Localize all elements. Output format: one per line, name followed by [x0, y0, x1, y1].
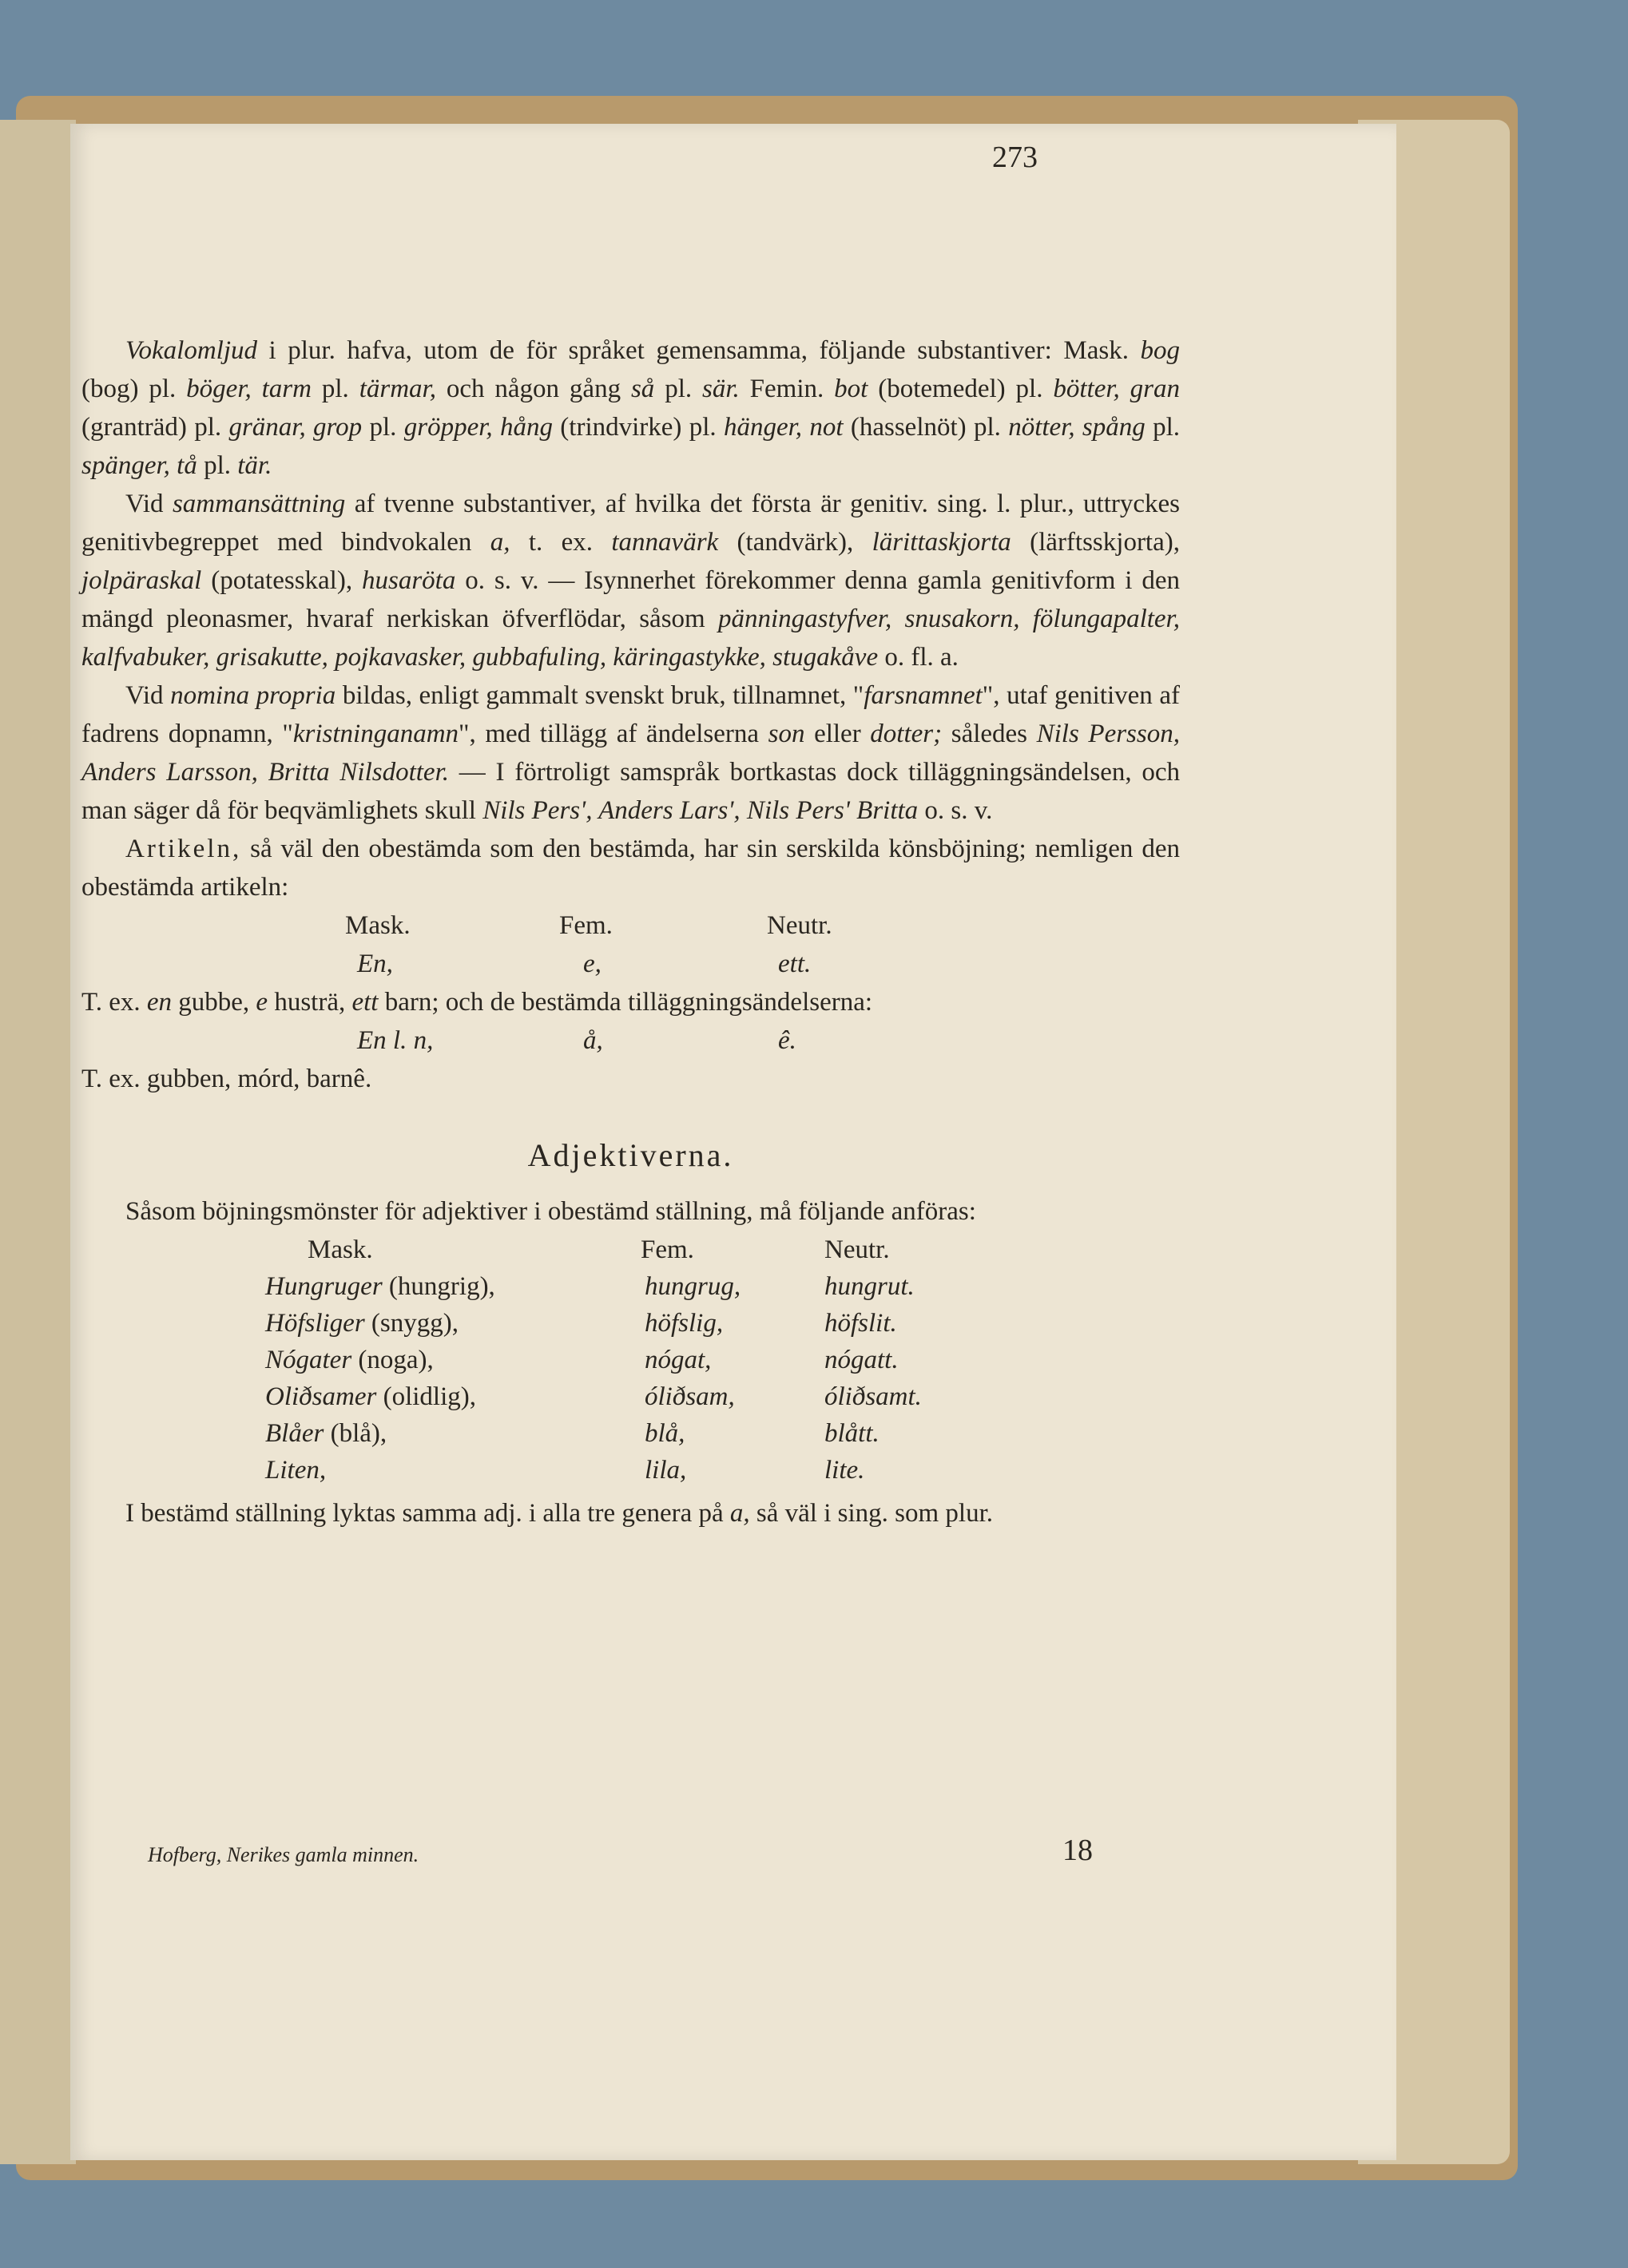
adj-mask: Höfsliger (snygg), [265, 1309, 459, 1338]
adj-fem: nógat, [645, 1346, 712, 1374]
paragraph-bestamd: I bestämd ställning lyktas samma adj. i alla tre genera på a, så väl i sing. som plur. [125, 1499, 994, 1528]
adj-neutr: lite. [824, 1456, 865, 1485]
adj-fem: höfslig, [645, 1309, 724, 1338]
signature-line: Hofberg, Nerikes gamla minnen. [148, 1843, 419, 1866]
adjective-row [81, 1414, 1180, 1451]
article-header-mask: Mask. [345, 911, 411, 940]
adj-mask: Blåer (blå), [265, 1419, 387, 1448]
article-header-row [81, 906, 1180, 945]
adj-mask: Nógater (noga), [265, 1346, 434, 1374]
article-form-fem: e, [583, 950, 602, 978]
example-line-2: T. ex. gubben, mórd, barnê. [81, 1065, 372, 1093]
article-form-neutr: ett. [778, 950, 812, 978]
adj-header-fem: Fem. [641, 1235, 694, 1264]
section-heading-adjektiverna: Adjektiverna. [527, 1137, 734, 1173]
adj-header-neutr: Neutr. [824, 1235, 890, 1264]
adjective-row [81, 1304, 1180, 1341]
page-number: 273 [992, 141, 1038, 174]
paragraph-sammansattning: Vid sammansättning af tvenne substantiver, af hvilka det första är genitiv. sing. l. plur., uttryckes genitivbegreppet med bindvokalen a, t. ex. tannavärk (tandvärk), lärittaskjorta (lärftsskjorta), jolpäraskal (potatesskal), husaröta o. s. v. — Isynnerhet förekommer denna gamla genitivform i den mängd pleonasmer, hvaraf nerkiskan öfverflödar, såsom pänningastyfver, snusakorn, fölungapalter, kalfvabuker, grisakutte, pojkavasker, gubbafuling, käringastykke, stugakåve o. fl. a. [81, 490, 1180, 672]
adj-fem: blå, [645, 1419, 685, 1448]
adjective-row [81, 1267, 1180, 1304]
adj-header-mask: Mask. [308, 1235, 373, 1264]
article-header-fem: Fem. [559, 911, 613, 940]
definite-forms-row [81, 1021, 1180, 1060]
paragraph-vokalomljud: Vokalomljud i plur. hafva, utom de för språket gemensamma, följande substantiver: Mask. bog (bog) pl. böger, tarm pl. tärmar, och någon gång så pl. sär. Femin. bot (botemedel) pl. bötter, gran (granträd) pl. gränar, grop pl. gröpper, hång (trindvirke) pl. hänger, not (hasselnöt) pl. nötter, spång pl. spänger, tå pl. tär. [81, 336, 1181, 480]
article-header-neutr: Neutr. [767, 911, 832, 940]
definite-form-neutr: ê. [778, 1026, 796, 1055]
adj-neutr: nógatt. [824, 1346, 899, 1374]
adj-mask: Liten, [265, 1456, 327, 1485]
adjective-row [81, 1451, 1180, 1488]
adj-fem: hungrug, [645, 1272, 741, 1301]
definite-form-mask: En l. n, [357, 1026, 434, 1055]
book-spine [0, 120, 76, 2164]
adjective-table [81, 1267, 1180, 1488]
adj-mask: Oliðsamer (olidlig), [265, 1382, 476, 1411]
article-forms-row [81, 945, 1180, 983]
example-line-1: T. ex. en gubbe, e husträ, ett barn; och de bestämda tilläggningsändelserna: [81, 988, 873, 1017]
adj-neutr: höfslit. [824, 1309, 897, 1338]
adjective-header-row [81, 1231, 1180, 1267]
adj-fem: óliðsam, [645, 1382, 735, 1411]
paragraph-nomina-propria: Vid nomina propria bildas, enligt gammalt svenskt bruk, tillnamnet, "farsnamnet", utaf genitiven af fadrens dopnamn, "kristninganamn", med tillägg af ändelserna son eller dotter; således Nils Persson, Anders Larsson, Britta Nilsdotter. — I förtroligt samspråk bortkastas dock tilläggningsändelsen, och man säger då för beqvämlighets skull Nils Pers', Anders Lars', Nils Pers' Britta o. s. v. [81, 681, 1180, 825]
adjective-row [81, 1378, 1180, 1414]
adj-neutr: hungrut. [824, 1272, 915, 1301]
paragraph-adjektiv-intro: Såsom böjningsmönster för adjektiver i obestämd ställning, må följande anföras: [125, 1197, 976, 1226]
adj-neutr: blått. [824, 1419, 880, 1448]
sheet-number: 18 [1062, 1834, 1093, 1867]
article-form-mask: En, [357, 950, 393, 978]
adj-mask: Hungruger (hungrig), [265, 1272, 495, 1301]
page-content [81, 136, 1180, 1532]
adj-fem: lila, [645, 1456, 687, 1485]
definite-form-fem: å, [583, 1026, 603, 1055]
adjective-row [81, 1341, 1180, 1378]
paragraph-artikeln: Artikeln, så väl den obestämda som den bestämda, har sin serskilda könsböjning; nemligen den obestämda artikeln: [81, 835, 1180, 902]
adj-neutr: óliðsamt. [824, 1382, 922, 1411]
